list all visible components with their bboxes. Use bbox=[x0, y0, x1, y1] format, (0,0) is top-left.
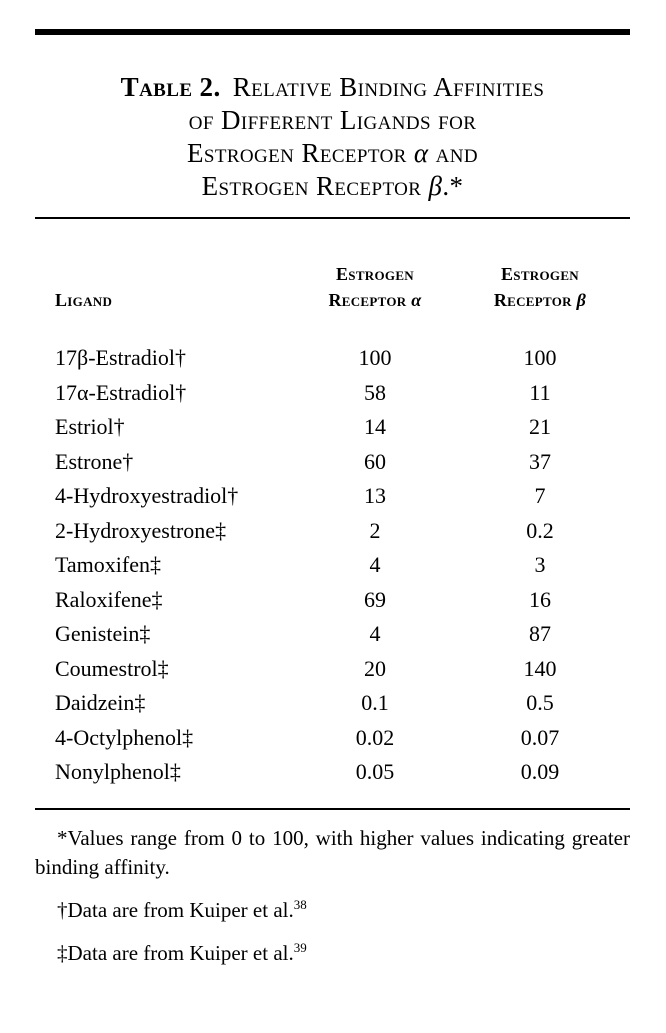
ligand-cell: Coumestrol‡ bbox=[55, 655, 169, 681]
er-beta-value: 0.09 bbox=[520, 759, 560, 785]
table-row bbox=[55, 617, 630, 652]
table-row bbox=[55, 479, 630, 514]
ligand-cell: Nonylphenol‡ bbox=[55, 759, 181, 785]
table-number-label: Table 2. bbox=[120, 72, 221, 102]
ligand-cell: 17α-Estradiol† bbox=[55, 379, 187, 405]
er-beta-value: 37 bbox=[529, 448, 551, 474]
alpha-symbol: α bbox=[411, 290, 422, 310]
table-body bbox=[35, 341, 630, 790]
er-beta-value: 7 bbox=[534, 483, 546, 509]
table-row bbox=[55, 721, 630, 756]
ligand-cell: Estriol† bbox=[55, 414, 125, 440]
title-line-1-text: Relative Binding Affinities bbox=[232, 72, 545, 102]
table-row bbox=[55, 583, 630, 618]
er-beta-value: 11 bbox=[529, 379, 551, 405]
title-line-1 bbox=[35, 71, 630, 104]
er-alpha-value: 14 bbox=[364, 414, 386, 440]
er-beta-receptor-text: Receptor bbox=[493, 290, 577, 310]
table-body-wrap bbox=[35, 341, 630, 808]
er-alpha-value: 100 bbox=[358, 345, 392, 371]
beta-symbol: β bbox=[576, 290, 587, 310]
footnote-double-dagger-ref: 39 bbox=[293, 939, 307, 955]
column-header-er-alpha bbox=[295, 261, 455, 313]
table-row bbox=[55, 410, 630, 445]
ligand-cell: Daidzein‡ bbox=[55, 690, 146, 716]
er-beta-value: 0.5 bbox=[526, 690, 554, 716]
er-beta-header-line-2 bbox=[455, 287, 625, 313]
alpha-symbol: α bbox=[413, 138, 429, 168]
beta-symbol: β bbox=[428, 171, 443, 201]
er-alpha-value: 58 bbox=[364, 379, 386, 405]
er-beta-value: 16 bbox=[529, 586, 551, 612]
table-bottom-rule bbox=[35, 808, 630, 810]
er-beta-value: 21 bbox=[529, 414, 551, 440]
title-line-3 bbox=[35, 137, 630, 170]
title-line-2: of Different Ligands for bbox=[188, 105, 477, 135]
er-beta-value: 100 bbox=[523, 345, 557, 371]
er-alpha-header-line-1: Estrogen bbox=[336, 264, 414, 284]
header-top-rule bbox=[35, 217, 630, 219]
footnote-star: *Values range from 0 to 100, with higher values indicating greater binding affinity. bbox=[35, 825, 630, 879]
ligand-cell: Estrone† bbox=[55, 448, 134, 474]
top-rule bbox=[35, 29, 630, 35]
ligand-cell: Genistein‡ bbox=[55, 621, 151, 647]
table-row bbox=[55, 445, 630, 480]
table-title bbox=[35, 71, 630, 203]
table-row bbox=[55, 755, 630, 790]
table-row bbox=[55, 376, 630, 411]
er-beta-value: 87 bbox=[529, 621, 551, 647]
er-alpha-value: 0.02 bbox=[355, 724, 395, 750]
ligand-cell: Tamoxifen‡ bbox=[55, 552, 161, 578]
er-beta-header-line-1: Estrogen bbox=[501, 264, 579, 284]
title-line-3-tail: and bbox=[428, 138, 479, 168]
er-alpha-receptor-text: Receptor bbox=[328, 290, 412, 310]
er-alpha-header-line-2 bbox=[295, 287, 455, 313]
ligand-cell: 4-Hydroxyestradiol† bbox=[55, 483, 239, 509]
er-beta-value: 140 bbox=[523, 655, 557, 681]
er-alpha-value: 2 bbox=[369, 517, 381, 543]
table-row bbox=[55, 652, 630, 687]
er-alpha-value: 4 bbox=[369, 621, 381, 647]
er-beta-value: 0.2 bbox=[526, 517, 554, 543]
table-row bbox=[55, 514, 630, 549]
table-figure bbox=[0, 29, 666, 1033]
column-header-ligand: Ligand bbox=[55, 290, 113, 310]
er-alpha-value: 4 bbox=[369, 552, 381, 578]
title-line-4 bbox=[35, 170, 630, 203]
column-header-er-beta bbox=[455, 261, 625, 313]
er-alpha-value: 60 bbox=[364, 448, 386, 474]
table-row bbox=[55, 548, 630, 583]
er-beta-value: 0.07 bbox=[520, 724, 560, 750]
ligand-cell: 2-Hydroxyestrone‡ bbox=[55, 517, 227, 543]
er-alpha-value: 69 bbox=[364, 586, 386, 612]
ligand-cell: 4-Octylphenol‡ bbox=[55, 724, 194, 750]
footnotes bbox=[35, 824, 630, 968]
er-alpha-value: 0.05 bbox=[355, 759, 395, 785]
title-line-4-text: Estrogen Receptor bbox=[201, 171, 429, 201]
er-alpha-value: 13 bbox=[364, 483, 386, 509]
er-alpha-value: 0.1 bbox=[361, 690, 389, 716]
er-alpha-value: 20 bbox=[364, 655, 386, 681]
footnote-dagger bbox=[35, 896, 630, 925]
footnote-double-dagger bbox=[35, 939, 630, 968]
table-header bbox=[35, 261, 630, 313]
table-row bbox=[55, 341, 630, 376]
ligand-cell: 17β-Estradiol† bbox=[55, 345, 186, 371]
title-line-3-text: Estrogen Receptor bbox=[186, 138, 414, 168]
ligand-cell: Raloxifene‡ bbox=[55, 586, 163, 612]
table-row bbox=[55, 686, 630, 721]
footnote-dagger-ref: 38 bbox=[293, 896, 307, 912]
footnote-double-dagger-text: ‡Data are from Kuiper et al. bbox=[57, 940, 294, 965]
footnote-dagger-text: †Data are from Kuiper et al. bbox=[57, 897, 294, 922]
title-line-4-tail: .* bbox=[442, 171, 464, 201]
er-beta-value: 3 bbox=[534, 552, 546, 578]
